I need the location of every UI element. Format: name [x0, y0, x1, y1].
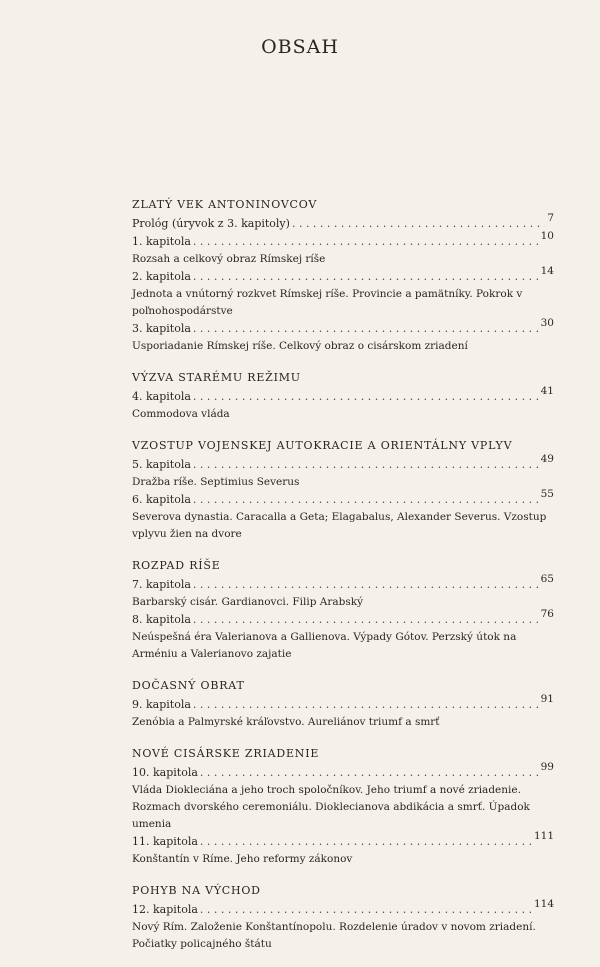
chapter-description: Konštantín v Ríme. Jeho reformy zákonov: [132, 853, 353, 865]
page-number: 65: [540, 573, 554, 585]
toc-entry: [132, 385, 554, 423]
toc-entry: [132, 212, 554, 233]
chapter-row: [132, 608, 554, 629]
dot-leader: [200, 764, 539, 781]
toc-part: [132, 882, 554, 953]
chapter-row: [132, 898, 554, 919]
toc-part: [132, 196, 554, 355]
chapter-label: 11. kapitola: [132, 835, 198, 848]
chapter-row: [132, 573, 554, 594]
toc-entry: [132, 573, 554, 611]
dot-leader: [193, 696, 539, 713]
page-number: 111: [533, 830, 554, 842]
page-number: 99: [540, 761, 554, 773]
chapter-description: Neúspešná éra Valerianova a Gallienova. Výpady Gótov. Perzský útok na Arméniu a Valerianovo zajatie: [132, 631, 517, 660]
part-title: VZOSTUP VOJENSKEJ AUTOKRACIE A ORIENTÁLNY VPLYV: [132, 439, 513, 452]
chapter-label: 12. kapitola: [132, 903, 198, 916]
chapter-label: 6. kapitola: [132, 493, 191, 506]
chapter-row: [132, 693, 554, 714]
chapter-description: Zenóbia a Palmyrské kráľovstvo. Aureliánov triumf a smrť: [132, 716, 440, 728]
page-number: 41: [540, 385, 554, 397]
chapter-row: [132, 317, 554, 338]
dot-leader: [193, 491, 539, 508]
dot-leader: [193, 388, 539, 405]
chapter-label: 7. kapitola: [132, 578, 191, 591]
dot-leader: [200, 833, 532, 850]
toc-entry: [132, 608, 554, 663]
toc-entry: [132, 898, 554, 953]
toc-entry: [132, 265, 554, 320]
part-title: ROZPAD RÍŠE: [132, 559, 221, 572]
part-title: POHYB NA VÝCHOD: [132, 884, 261, 897]
chapter-description: Commodova vláda: [132, 408, 230, 420]
chapter-label: 3. kapitola: [132, 322, 191, 335]
chapter-label: Prológ (úryvok z 3. kapitoly): [132, 217, 290, 230]
page-number: 55: [540, 488, 554, 500]
chapter-label: 10. kapitola: [132, 766, 198, 779]
toc-entry: [132, 488, 554, 543]
part-title: NOVÉ CISÁRSKE ZRIADENIE: [132, 747, 320, 760]
dot-leader: [193, 456, 539, 473]
dot-leader: [193, 576, 539, 593]
chapter-label: 1. kapitola: [132, 235, 191, 248]
part-title: ZLATÝ VEK ANTONINOVCOV: [132, 198, 318, 211]
chapter-description: Rozsah a celkový obraz Rímskej ríše: [132, 253, 326, 265]
chapter-label: 9. kapitola: [132, 698, 191, 711]
chapter-description: Jednota a vnútorný rozkvet Rímskej ríše. Provincie a pamätníky. Pokrok v poľnohospodárstve: [132, 288, 523, 317]
chapter-label: 4. kapitola: [132, 390, 191, 403]
chapter-description: Usporiadanie Rímskej ríše. Celkový obraz o cisárskom zriadení: [132, 340, 468, 352]
toc-entry: [132, 453, 554, 491]
chapter-row: [132, 761, 554, 782]
page-number: 49: [540, 453, 554, 465]
chapter-description: Nový Rím. Založenie Konštantínopolu. Rozdelenie úradov v novom zriadení. Počiatky policajného štátu: [132, 921, 536, 950]
page-number: 76: [540, 608, 554, 620]
dot-leader: [193, 268, 539, 285]
toc-entry: [132, 830, 554, 868]
page-number: 30: [540, 317, 554, 329]
toc-entry: [132, 761, 554, 833]
chapter-row: [132, 453, 554, 474]
chapter-row: [132, 385, 554, 406]
dot-leader: [200, 901, 532, 918]
toc-entry: [132, 230, 554, 268]
page-number: 10: [540, 230, 554, 242]
chapter-description: Vláda Diokleciána a jeho troch spoločníkov. Jeho triumf a nové zriadenie. Rozmach dvorského ceremoniálu. Dioklecianova abdikácia a smrť. Úpadok umenia: [132, 784, 530, 830]
chapter-description: Dražba ríše. Septimius Severus: [132, 476, 300, 488]
page-number: 14: [540, 265, 554, 277]
chapter-label: 5. kapitola: [132, 458, 191, 471]
page-number: 91: [540, 693, 554, 705]
chapter-label: 2. kapitola: [132, 270, 191, 283]
page-number: 7: [547, 212, 554, 224]
dot-leader: [193, 233, 539, 250]
page-number: 114: [533, 898, 554, 910]
chapter-description: Severova dynastia. Caracalla a Geta; Elagabalus, Alexander Severus. Vzostup vplyvu žien na dvore: [132, 511, 547, 540]
chapter-description: Barbarský cisár. Gardianovci. Filip Arabský: [132, 596, 364, 608]
dot-leader: [193, 611, 539, 628]
part-title: VÝZVA STARÉMU REŽIMU: [132, 371, 301, 384]
toc-entry: [132, 693, 554, 731]
chapter-label: 8. kapitola: [132, 613, 191, 626]
table-of-contents: [132, 196, 554, 967]
chapter-row: [132, 488, 554, 509]
chapter-row: [132, 830, 554, 851]
chapter-row: [132, 265, 554, 286]
toc-part: [132, 557, 554, 663]
toc-entry: [132, 317, 554, 355]
toc-part: [132, 369, 554, 423]
page-title: OBSAH: [261, 36, 339, 58]
part-title: DOČASNÝ OBRAT: [132, 679, 245, 692]
toc-part: [132, 745, 554, 868]
toc-part: [132, 437, 554, 543]
toc-part: [132, 677, 554, 731]
dot-leader: [292, 215, 545, 232]
chapter-row: [132, 230, 554, 251]
chapter-row: [132, 212, 554, 233]
dot-leader: [193, 320, 539, 337]
